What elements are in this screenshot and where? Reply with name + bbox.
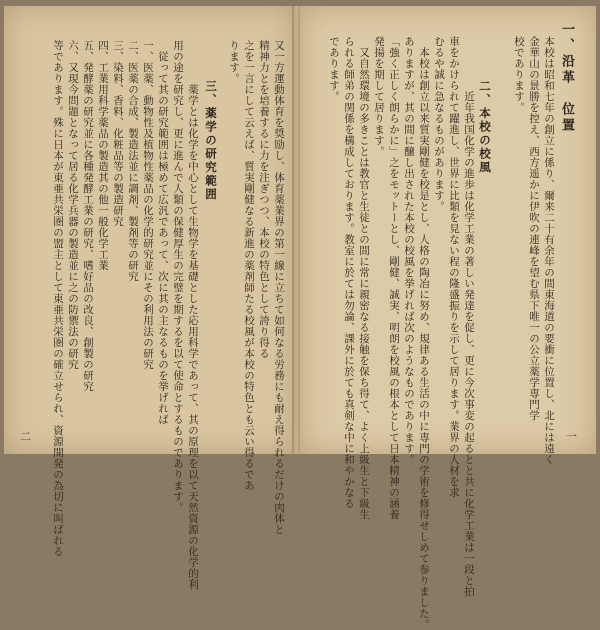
section-heading-school-spirit: 二、本校の校風 xyxy=(478,80,492,175)
page-number-right: 一 xyxy=(566,430,577,443)
text-column: 金華山の景勝を控え、西方遥かに伊吹の連峰を望む県下唯一の公立薬学専門学 xyxy=(528,36,540,421)
text-column: 用の途を研究し、更に進んで人類の保健厚生の完璧を期するを以て使命とするものであります。 xyxy=(172,40,184,513)
text-column: 車をかけられて躍進し、世界に比類を見ない程の隆盛振りを示して居ります。業界の人材を求 xyxy=(448,36,460,498)
text-column: むるや誠に急なるものがあります。 xyxy=(433,36,445,212)
text-column: 等であります。殊に日本が東亜共栄圏の盟主として東亜共栄圏の確立せられ、資源開発の為切に叫ばれる xyxy=(52,40,64,557)
text-column: 二、医薬の合成、製造法並に調剤、製剤等の研究 xyxy=(127,40,139,282)
text-column: 又自然環境の多きことは教官と生徒との間に常に親密なる接触を保ち得て、よく上級生と下級生 xyxy=(358,36,370,520)
text-column: 六、又現今問題となって居る化学兵器の製造並に之の防禦法の研究 xyxy=(67,40,79,370)
text-column: ありますが、其の間に醸し出された本校の校風を挙げれば次のようなものであります。 xyxy=(403,36,415,465)
text-column: 三、染料、香料、化粧品等の製造研究 xyxy=(112,40,124,227)
text-column: 薬学とは化学を中心として生物学を基礎とした応用科学であって、其の原理を以て天然資源の化学的利 xyxy=(187,40,199,590)
text-column: 又一方運動体育を奨励し、体育薬業界の第一線に立ちて如何なる労務にも耐え得られるだけの肉体と xyxy=(273,40,285,535)
text-column: 精神力とを培養するに力を注ぎつつ、本校の特色として誇り得る xyxy=(258,40,270,359)
section-heading-history: 一、沿革 位置 xyxy=(559,22,574,134)
text-column: 従って其の研究範囲は極めて広汎であって、次に其の主なるものを挙げれば xyxy=(157,40,169,425)
text-column: られる師弟の関係を構成しております。教室に於ては勿論、課外に於ても真剣な中に和やかなる xyxy=(343,36,355,509)
page-number-left: 二 xyxy=(20,430,31,443)
text-column: であります。 xyxy=(328,36,340,102)
text-column: ります。 xyxy=(228,40,240,84)
section-heading-research-scope: 三、薬学の研究範囲 xyxy=(204,80,218,202)
text-column: 本校は創立以来質実剛健を校是とし、人格の陶冶に努め、規律ある生活の中に専門の学術を修得せしめて参りました。 xyxy=(418,36,430,630)
text-column: 近年我国化学の進歩は化学工業の著しい発達を促し、更に今次事変の起るとと共に化学工業は一段と拍 xyxy=(463,36,475,597)
text-column: 一、医薬、動物性及植物性薬品の化学的研究並にその利用法の研究 xyxy=(142,40,154,370)
text-column: 之を一言にして云えば、質実剛健なる新進の薬剤師たる校風が本校の特色とも云い得るであ xyxy=(243,40,255,491)
text-column: 「強く正しく朗らかに」之をモットーとし、剛健、誠実、明朗を校風の根本として日本精神の涵養 xyxy=(388,36,400,520)
text-column: 四、工業用科学薬品の製造其の他一般化学工業 xyxy=(97,40,109,271)
text-column: 校であります。 xyxy=(513,36,525,113)
text-column: 発揚を期して居ります。 xyxy=(373,36,385,157)
text-column: 五、発酵薬の研究並に各種発酵工業の研究、嗜好品の改良、創製の研究 xyxy=(82,40,94,392)
text-column: 本校は昭和七年の創立に係り、爾来二十有余年の間東海道の要衝に位置し、北には遠く xyxy=(543,36,555,465)
